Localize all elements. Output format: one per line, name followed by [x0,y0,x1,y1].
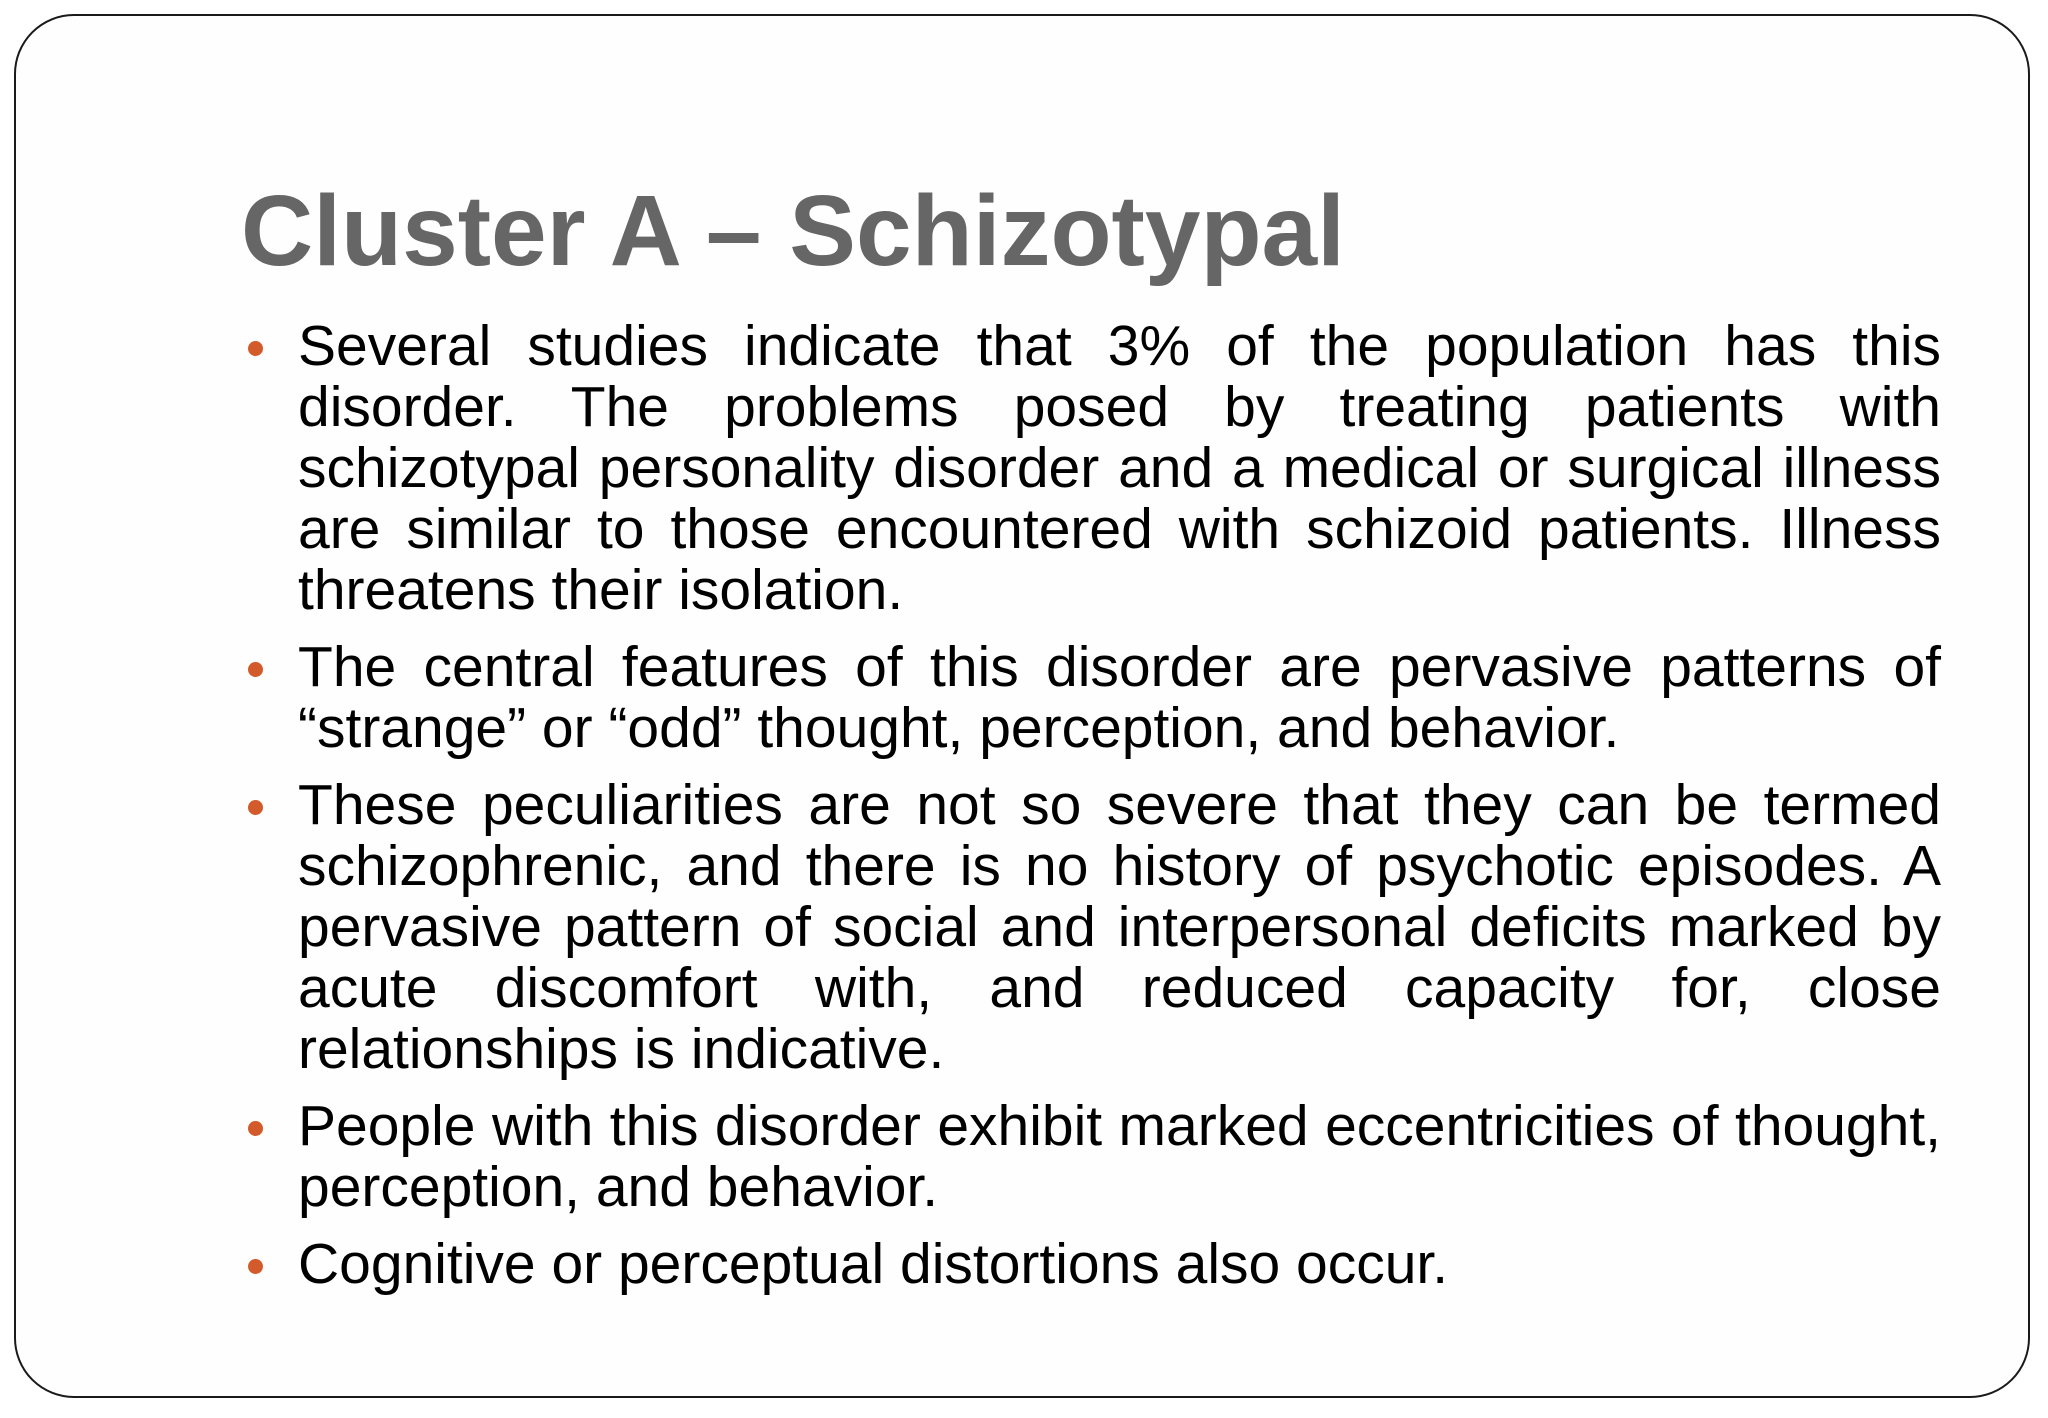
bullet-dot-icon [248,1259,263,1274]
bullet-list [248,316,1941,1311]
bullet-item [248,637,1941,759]
slide-title: Cluster A – Schizotypal [241,175,1345,287]
bullet-item [248,775,1941,1080]
bullet-text: Cognitive or perceptual distortions also occur. [298,1232,1449,1296]
bullet-text: People with this disorder exhibit marked eccentricities of thought, perception, and behavior. [298,1094,1941,1219]
bullet-dot-icon [248,341,263,356]
bullet-dot-icon [248,1121,263,1136]
bullet-dot-icon [248,800,263,815]
bullet-text: The central features of this disorder are pervasive patterns of “strange” or “odd” thought, perception, and behavior. [298,635,1941,760]
bullet-item [248,316,1941,621]
bullet-item [248,1234,1941,1295]
slide-frame [14,14,2030,1398]
bullet-text: These peculiarities are not so severe that they can be termed schizophrenic, and there is no history of psychotic episodes. A pervasive pattern of social and interpersonal deficits marked by acute discomfort with, and reduced capacity for, close relationships is indicative. [298,773,1941,1081]
bullet-text: Several studies indicate that 3% of the population has this disorder. The problems posed by treating patients with schizotypal personality disorder and a medical or surgical illness are similar to those encountered with schizoid patients. Illness threatens their isolation. [298,314,1941,622]
bullet-dot-icon [248,662,263,677]
bullet-item [248,1096,1941,1218]
